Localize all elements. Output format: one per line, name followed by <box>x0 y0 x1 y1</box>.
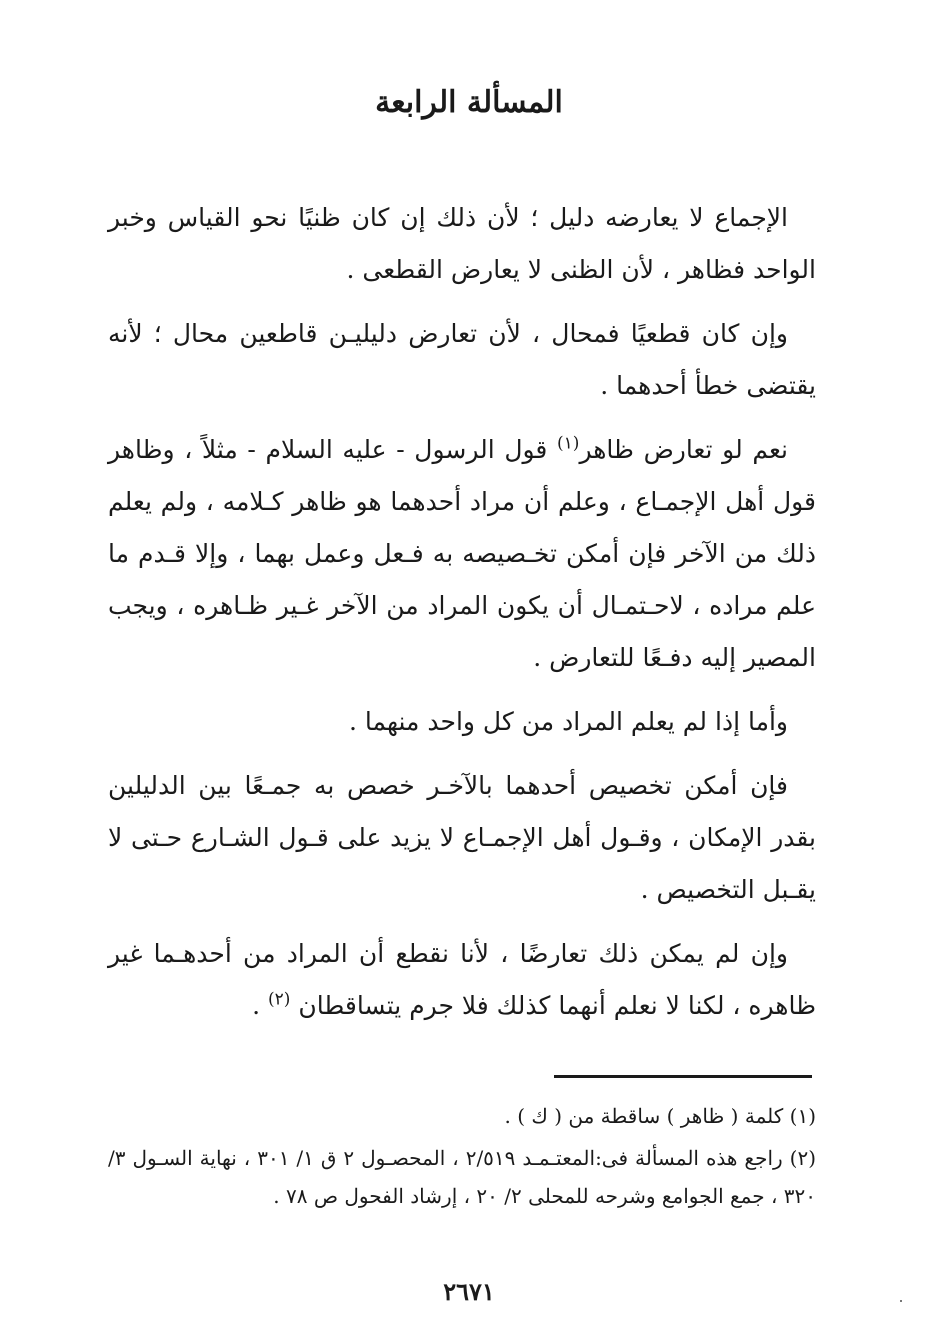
paragraph-4: وأما إذا لم يعلم المراد من كل واحد منهما . <box>349 707 788 736</box>
body-text <box>108 192 816 1044</box>
scan-speck <box>900 1300 902 1302</box>
paragraph-3-start: نعم لو تعارض ظاهر <box>579 435 788 464</box>
footnote-divider <box>554 1075 812 1078</box>
footnote-ref-1[interactable]: (١) <box>557 433 580 454</box>
paragraph-6-end: . <box>252 991 269 1020</box>
footnote-1: (١) كلمة ( ظاهر ) ساقطة من ( ك ) . <box>504 1104 816 1128</box>
footnote-ref-2[interactable]: (٢) <box>268 989 291 1010</box>
paragraph-5: فإن أمكن تخصيص أحدهما بالآخـر خصص به جمـعًا بين الدليلين بقدر الإمكان ، وقـول أهل الإجمـاع لا يزيد على قـول الشـارع حـتى لا يقـبل التخصيص . <box>108 771 816 904</box>
footnote-2: (٢) راجع هذه المسألة فى:المعتـمـد ٢/٥١٩ ، المحصـول ٢ ق ١/ ٣٠١ ، نهاية السـول ٣/ ٣٢٠ ، جمع الجوامع وشرحه للمحلى ٢/ ٢٠ ، إرشاد الفحول ص ٧٨ . <box>108 1146 816 1208</box>
paragraph-2: وإن كان قطعيًا فمحال ، لأن تعارض دليليـن قاطعين محال ؛ لأنه يقتضى خطأ أحدهما . <box>108 319 816 400</box>
paragraph-3 <box>108 424 816 684</box>
paragraph-6-start: وإن لم يمكن ذلك تعارضًا ، لأنا نقطع أن المراد من أحدهـما غير ظاهره ، لكنا لا نعلم أنهما كذلك فلا جرم يتساقطان <box>108 939 816 1020</box>
page-title: المسألة الرابعة <box>375 85 563 120</box>
paragraph-6 <box>108 928 816 1032</box>
paragraph-1: الإجماع لا يعارضه دليل ؛ لأن ذلك إن كان ظنيًا نحو القياس وخبر الواحد فظاهر ، لأن الظنى لا يعارض القطعى . <box>108 203 816 284</box>
page-number: ٢٦٧١ <box>443 1277 495 1306</box>
footnotes <box>108 1097 816 1219</box>
paragraph-3-rest: قول الرسول - عليه السلام - مثلاً ، وظاهر قول أهل الإجمـاع ، وعلم أن مراد أحدهما هو ظاهر كـلامه ، ولم يعلم ذلك من الآخر فإن أمكن تخـصيصه به فـعل وعمل بهما ، وإلا قـدم ما علم مراده ، لاحـتمـال أن يكون المراد من الآخر غـير ظـاهره ، ويجب المصير إليه دفـعًا للتعارض . <box>108 435 816 672</box>
